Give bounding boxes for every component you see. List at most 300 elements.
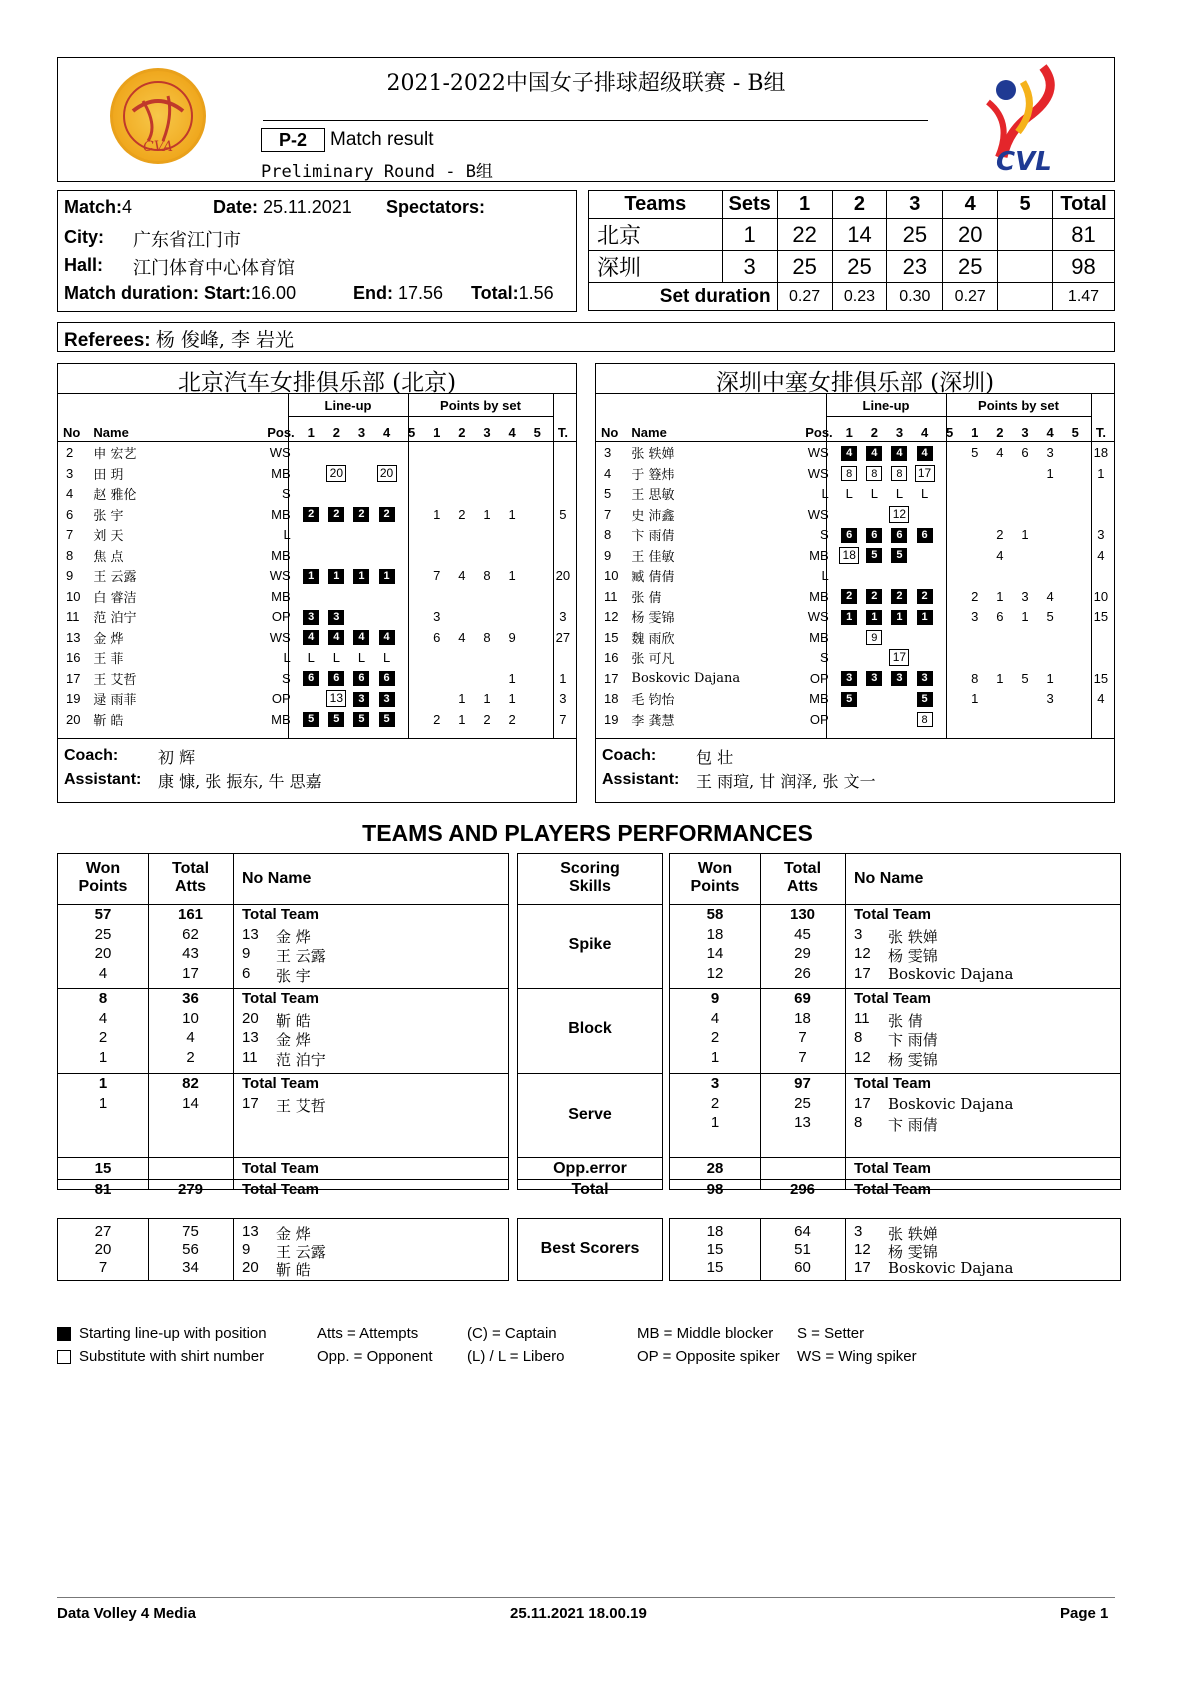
lineup-cell (324, 648, 349, 669)
lineup-cell (349, 586, 374, 607)
points-by-set-cell: 1 (1021, 527, 1029, 543)
player-total (1088, 484, 1114, 505)
won-points: 2 (98, 1029, 108, 1046)
total-attempts: 64 (794, 1223, 811, 1240)
lineup-cell (324, 689, 349, 710)
player-row (596, 525, 1114, 546)
pos-header: Pos. (267, 424, 295, 440)
player-name: 金 烨 (276, 1031, 311, 1049)
best-scorers-left (57, 1218, 509, 1281)
header-rule (263, 120, 928, 121)
lineup-cell (837, 443, 862, 464)
player-position: WS (269, 568, 291, 584)
score-header-row (589, 191, 1115, 219)
total-attempts: 56 (182, 1241, 199, 1258)
lineup-cell (937, 566, 962, 587)
row-rule (670, 1073, 1120, 1074)
points-by-set-cell (962, 709, 987, 730)
player-total: 10 (1093, 588, 1109, 604)
substitute-marker: 18 (839, 547, 859, 564)
player-total (550, 484, 576, 505)
starting-position-marker: 1 (866, 610, 882, 625)
player-name: 卞 雨倩 (888, 1031, 938, 1049)
points-by-set-cell (1038, 709, 1063, 730)
player-number: 12 (854, 1048, 871, 1066)
player-name: 张 可凡 (631, 652, 675, 668)
lineup-cell (887, 463, 912, 484)
points-by-set-cell: 1 (433, 506, 441, 522)
referees-label: Referees: (64, 330, 151, 351)
lineup-cell (399, 463, 424, 484)
starting-position-marker: 5 (303, 712, 319, 727)
pbs-set-header: 2 (996, 424, 1004, 440)
player-position: WS (269, 445, 291, 461)
total-attempts: 36 (182, 990, 199, 1007)
skill-label: Serve (568, 1106, 612, 1123)
round-label: Preliminary Round - B组 (261, 162, 493, 182)
player-row (596, 668, 1114, 689)
starting-position-marker: 5 (328, 712, 344, 727)
substitute-marker: 20 (326, 465, 346, 482)
lineup-cell (399, 627, 424, 648)
lineup-cell (399, 586, 424, 607)
points-by-set-cell: 3 (1046, 691, 1054, 707)
player-number: 13 (242, 1223, 259, 1240)
player-row (58, 504, 576, 525)
lineup-cell (374, 463, 399, 484)
lineup-set-header: 3 (895, 424, 904, 440)
player-row (58, 525, 576, 546)
points-by-set-cell (1063, 525, 1088, 546)
player-number: 12 (854, 1241, 871, 1258)
referees-box (57, 322, 1115, 352)
lineup-cell (862, 525, 887, 546)
starting-position-marker: 3 (353, 692, 369, 707)
starting-position-marker: 3 (303, 610, 319, 625)
lineup-cell (374, 443, 399, 464)
starting-position-marker: 6 (379, 671, 395, 686)
coach-label: Coach: (64, 747, 119, 764)
player-position: MB (271, 506, 291, 522)
lineup-cell (862, 607, 887, 628)
team-name: 北京汽车女排俱乐部 (北京) (58, 364, 576, 394)
starting-position-marker: 2 (917, 589, 933, 604)
score-cell: 98 (1053, 251, 1115, 283)
won-points: 25 (94, 925, 112, 943)
points-by-set-cell (1063, 648, 1088, 669)
lineup-cell (937, 463, 962, 484)
player-number: 13 (242, 925, 259, 943)
player-name: 杨 雯锦 (888, 1243, 938, 1261)
player-position: L (821, 568, 829, 584)
lineup-cell (887, 607, 912, 628)
lineup-cell (349, 525, 374, 546)
legend-item: Opp. = Opponent (317, 1348, 433, 1365)
player-number: 12 (854, 945, 871, 962)
team-b-box (595, 363, 1115, 803)
player-total: 1 (559, 670, 567, 686)
player-total: 1 (1097, 465, 1105, 481)
points-by-set-cell (525, 463, 550, 484)
points-by-set-cell: 1 (996, 588, 1004, 604)
player-total: 18 (1093, 445, 1109, 461)
won-points: 1 (98, 1048, 108, 1066)
player-position: MB (271, 465, 291, 481)
player-number: 13 (66, 629, 81, 645)
player-name: 王 云露 (276, 1243, 326, 1261)
player-name: 金 烨 (93, 631, 124, 647)
total-attempts: 69 (794, 990, 811, 1007)
player-number: 20 (66, 711, 81, 727)
lineup-set-header: 3 (357, 424, 366, 440)
points-by-set-cell: 1 (483, 506, 491, 522)
lineup-cell (349, 627, 374, 648)
total-attempts: 17 (182, 964, 199, 982)
lineup-cell (937, 709, 962, 730)
player-name: 卞 雨倩 (631, 529, 675, 545)
lineup-cell (912, 709, 937, 730)
lineup-header: Line-up (324, 398, 372, 413)
player-name: 卞 雨倩 (888, 1116, 938, 1134)
atts-header: Atts (786, 878, 819, 895)
points-by-set-cell: 1 (1021, 609, 1029, 625)
lineup-cell (887, 648, 912, 669)
player-total: 5 (559, 506, 567, 522)
score-cell: 23 (887, 251, 943, 283)
player-number: 11 (604, 588, 618, 604)
lineup-cell (299, 545, 324, 566)
won-header: Won (697, 860, 733, 877)
player-row (596, 484, 1114, 505)
substitute-marker: 8 (891, 466, 907, 481)
points-by-set-cell: 3 (1046, 445, 1054, 461)
player-position: MB (809, 588, 829, 604)
player-number: 17 (604, 670, 619, 686)
points-by-set-cell: 5 (1021, 670, 1029, 686)
lineup-cell (349, 566, 374, 587)
points-by-set-cell: 8 (483, 629, 491, 645)
total-attempts: 10 (182, 1009, 199, 1027)
player-number: 15 (604, 629, 619, 645)
best-scorers-right (669, 1218, 1121, 1281)
won-points: 9 (710, 990, 720, 1007)
points-by-set-cell (1063, 504, 1088, 525)
player-name: 张 宇 (276, 966, 311, 985)
lineup-cell (324, 504, 349, 525)
points-by-set-cell (987, 709, 1012, 730)
player-number: 9 (242, 1241, 251, 1258)
points-by-set-cell: 2 (996, 527, 1004, 543)
score-header-cell: 3 (887, 191, 943, 219)
player-number: 7 (604, 506, 612, 522)
starting-position-marker: 4 (866, 446, 882, 461)
lineup-cell (862, 689, 887, 710)
referees-names: 杨 俊峰, 李 岩光 (155, 329, 295, 351)
player-name: 白 睿洁 (93, 590, 137, 606)
legend-item: Substitute with shirt number (79, 1348, 265, 1365)
player-number: 20 (242, 1259, 259, 1276)
won-points: 15 (706, 1241, 724, 1258)
points-by-set-cell (525, 709, 550, 730)
scoring-skills-table (517, 853, 663, 1198)
set-duration-row (589, 283, 1115, 311)
set-duration-cell (998, 283, 1053, 311)
player-position: L (283, 650, 291, 666)
starting-position-marker: 2 (328, 507, 344, 522)
row-rule (518, 1179, 662, 1180)
starting-position-marker: 4 (328, 630, 344, 645)
lineup-cell (862, 566, 887, 587)
points-by-set-cell (474, 443, 499, 464)
points-by-set-cell (1038, 648, 1063, 669)
footer-right: Page 1 (1060, 1605, 1109, 1622)
player-position: WS (807, 445, 829, 461)
points-by-set-cell (449, 586, 474, 607)
points-by-set-cell (525, 586, 550, 607)
player-position: S (820, 650, 829, 666)
lineup-cell (887, 504, 912, 525)
starting-position-marker: 4 (917, 446, 933, 461)
svg-text:CVL: CVL (996, 147, 1052, 174)
player-row (596, 586, 1114, 607)
won-points: 1 (98, 1094, 108, 1112)
lineup-cell (399, 668, 424, 689)
player-number: 18 (604, 691, 619, 707)
pbs-set-header: 5 (533, 424, 541, 440)
player-number: 3 (66, 465, 74, 481)
player-row (58, 668, 576, 689)
player-number: 8 (854, 1114, 863, 1131)
footer-center: 25.11.2021 18.00.19 (510, 1605, 647, 1622)
lineup-cell (937, 484, 962, 505)
lineup-cell (862, 484, 887, 505)
points-by-set-cell (449, 525, 474, 546)
lineup-cell (937, 525, 962, 546)
points-by-set-cell (962, 566, 987, 587)
lineup-cell (912, 463, 937, 484)
lineup-cell (374, 586, 399, 607)
lineup-cell (837, 668, 862, 689)
player-number: 12 (604, 609, 619, 625)
lineup-cell (349, 545, 374, 566)
points-by-set-cell (424, 484, 449, 505)
no-header: No (601, 424, 619, 440)
start-label: Start: (204, 283, 252, 303)
won-points: 2 (710, 1094, 720, 1112)
player-name: 王 艾哲 (276, 1096, 326, 1115)
player-position: WS (269, 629, 291, 645)
points-by-set-cell: 1 (971, 691, 979, 707)
points-by-set-cell (1012, 463, 1037, 484)
lineup-cell (887, 709, 912, 730)
match-number: 4 (122, 197, 133, 217)
lineup-cell (912, 504, 937, 525)
player-row (596, 627, 1114, 648)
lineup-cell (324, 463, 349, 484)
won-points: 27 (94, 1223, 112, 1240)
team-total-label: Total Team (242, 990, 319, 1007)
won-points: 7 (98, 1259, 108, 1276)
lineup-cell (837, 627, 862, 648)
player-name: 于 簦炜 (631, 467, 675, 483)
lineup-table (596, 422, 1114, 730)
end-label: End: (353, 283, 393, 303)
player-row (58, 586, 576, 607)
player-number: 9 (242, 945, 251, 962)
lineup-cell (862, 648, 887, 669)
lineup-cell (324, 566, 349, 587)
points-by-set-cell (525, 627, 550, 648)
points-by-set-cell (1038, 525, 1063, 546)
points-by-set-cell: 1 (1046, 465, 1054, 481)
points-by-set-cell (474, 525, 499, 546)
row-rule (670, 904, 1120, 905)
starting-position-marker: 4 (353, 630, 369, 645)
lineup-cell (324, 627, 349, 648)
player-number: 16 (604, 650, 619, 666)
match-date: 25.11.2021 (263, 197, 352, 217)
total-attempts: 60 (794, 1259, 811, 1276)
lineup-cell (324, 709, 349, 730)
points-by-set-cell (474, 463, 499, 484)
points-by-set-cell: 1 (508, 506, 516, 522)
player-row (58, 689, 576, 710)
player-position: MB (809, 547, 829, 563)
libero-marker: L (332, 650, 340, 666)
libero-marker: L (920, 486, 929, 502)
match-label: Match: (64, 197, 122, 217)
player-name: 杨 雯锦 (888, 947, 938, 965)
player-row (58, 627, 576, 648)
points-by-set-cell (449, 648, 474, 669)
total-attempts: 62 (182, 925, 199, 943)
legend-item: OP = Opposite spiker (637, 1348, 780, 1365)
lineup-cell (299, 566, 324, 587)
lineup-cell (837, 689, 862, 710)
substitute-marker: 8 (866, 466, 882, 481)
won-points: 58 (706, 906, 724, 923)
player-name: 杨 雯锦 (888, 1050, 938, 1069)
player-number: 19 (604, 711, 619, 727)
points-by-set-cell (525, 545, 550, 566)
points-header: Points (78, 878, 128, 895)
substitute-marker: 17 (915, 465, 935, 482)
lineup-cell (299, 668, 324, 689)
lineup-cell (937, 545, 962, 566)
points-by-set-cell: 8 (971, 670, 979, 686)
skill-label: Block (568, 1020, 612, 1037)
lineup-cell (324, 668, 349, 689)
points-by-set-cell: 3 (433, 609, 441, 625)
group-header-rule (288, 416, 553, 417)
lineup-cell (399, 709, 424, 730)
total-attempts: 45 (794, 925, 811, 943)
points-by-set-cell: 3 (1021, 588, 1029, 604)
won-points: 20 (94, 945, 112, 962)
header-rule (596, 738, 1114, 739)
starting-position-marker: 3 (841, 671, 857, 686)
no-name-header: No Name (854, 870, 924, 887)
substitute-marker: 17 (889, 649, 909, 666)
total-attempts: 25 (794, 1094, 811, 1112)
points-by-set-cell (987, 648, 1012, 669)
row-rule (518, 1157, 662, 1158)
total-attempts: 7 (798, 1048, 807, 1066)
substitute-marker: 12 (889, 506, 909, 523)
lineup-cell (837, 525, 862, 546)
substitute-marker: 13 (326, 690, 346, 707)
player-name: 王 佳敏 (631, 549, 675, 565)
lineup-cell (912, 627, 937, 648)
player-total (550, 545, 576, 566)
player-number: 6 (242, 964, 251, 982)
lineup-cell (349, 607, 374, 628)
won-points: 8 (98, 990, 108, 1007)
lineup-cell (887, 689, 912, 710)
player-total (1088, 504, 1114, 525)
row-rule (58, 1179, 508, 1180)
player-name: 毛 钧怡 (631, 693, 675, 709)
player-name: 范 泊宁 (93, 611, 137, 627)
team-total-label: Total Team (854, 1160, 931, 1177)
player-name: 范 泊宁 (276, 1050, 326, 1069)
lineup-set-header: 2 (870, 424, 878, 440)
end-value: 17.56 (398, 283, 444, 303)
player-position: WS (807, 465, 829, 481)
total-attempts: 18 (794, 1009, 811, 1027)
starting-position-marker: 6 (917, 528, 933, 543)
points-by-set-cell (962, 627, 987, 648)
points-by-set-cell: 1 (458, 691, 466, 707)
total-header: Total (171, 860, 210, 877)
points-by-set-cell (424, 668, 449, 689)
performances-title: TEAMS AND PLAYERS PERFORMANCES (362, 820, 813, 846)
lineup-cell (887, 668, 912, 689)
lineup-set-header: 5 (946, 424, 954, 440)
points-by-set-cell (525, 566, 550, 587)
lineup-cell (349, 648, 374, 669)
row-rule (58, 904, 508, 905)
total-attempts: 26 (794, 964, 811, 982)
starting-position-marker: 5 (891, 548, 907, 563)
best-scorers-label-box (517, 1218, 663, 1281)
pbs-set-header: 3 (483, 424, 491, 440)
score-cell: 22 (777, 219, 832, 251)
lineup-cell (399, 689, 424, 710)
score-header-cell: 4 (943, 191, 998, 219)
score-cell: 14 (832, 219, 887, 251)
starting-position-marker: 2 (303, 507, 319, 522)
points-by-set-cell (1063, 689, 1088, 710)
assistant-names: 王 雨瑄, 甘 润泽, 张 文一 (696, 772, 876, 791)
player-total: 20 (555, 568, 571, 584)
lineup-cell (912, 545, 937, 566)
starting-position-marker: 1 (303, 569, 319, 584)
pbs-set-header: 4 (508, 424, 516, 440)
lineup-cell (349, 443, 374, 464)
competition-title: 2021-2022中国女子排球超级联赛 - B组 (386, 71, 786, 96)
total-attempts: 14 (182, 1094, 199, 1112)
lineup-cell (837, 484, 862, 505)
points-by-set-cell (525, 484, 550, 505)
player-total (550, 463, 576, 484)
won-points: 1 (98, 1075, 108, 1092)
player-row (58, 463, 576, 484)
points-by-set-cell (987, 463, 1012, 484)
points-by-set-cell: 4 (996, 445, 1004, 461)
lineup-cell (937, 689, 962, 710)
points-by-set-cell: 2 (433, 711, 441, 727)
